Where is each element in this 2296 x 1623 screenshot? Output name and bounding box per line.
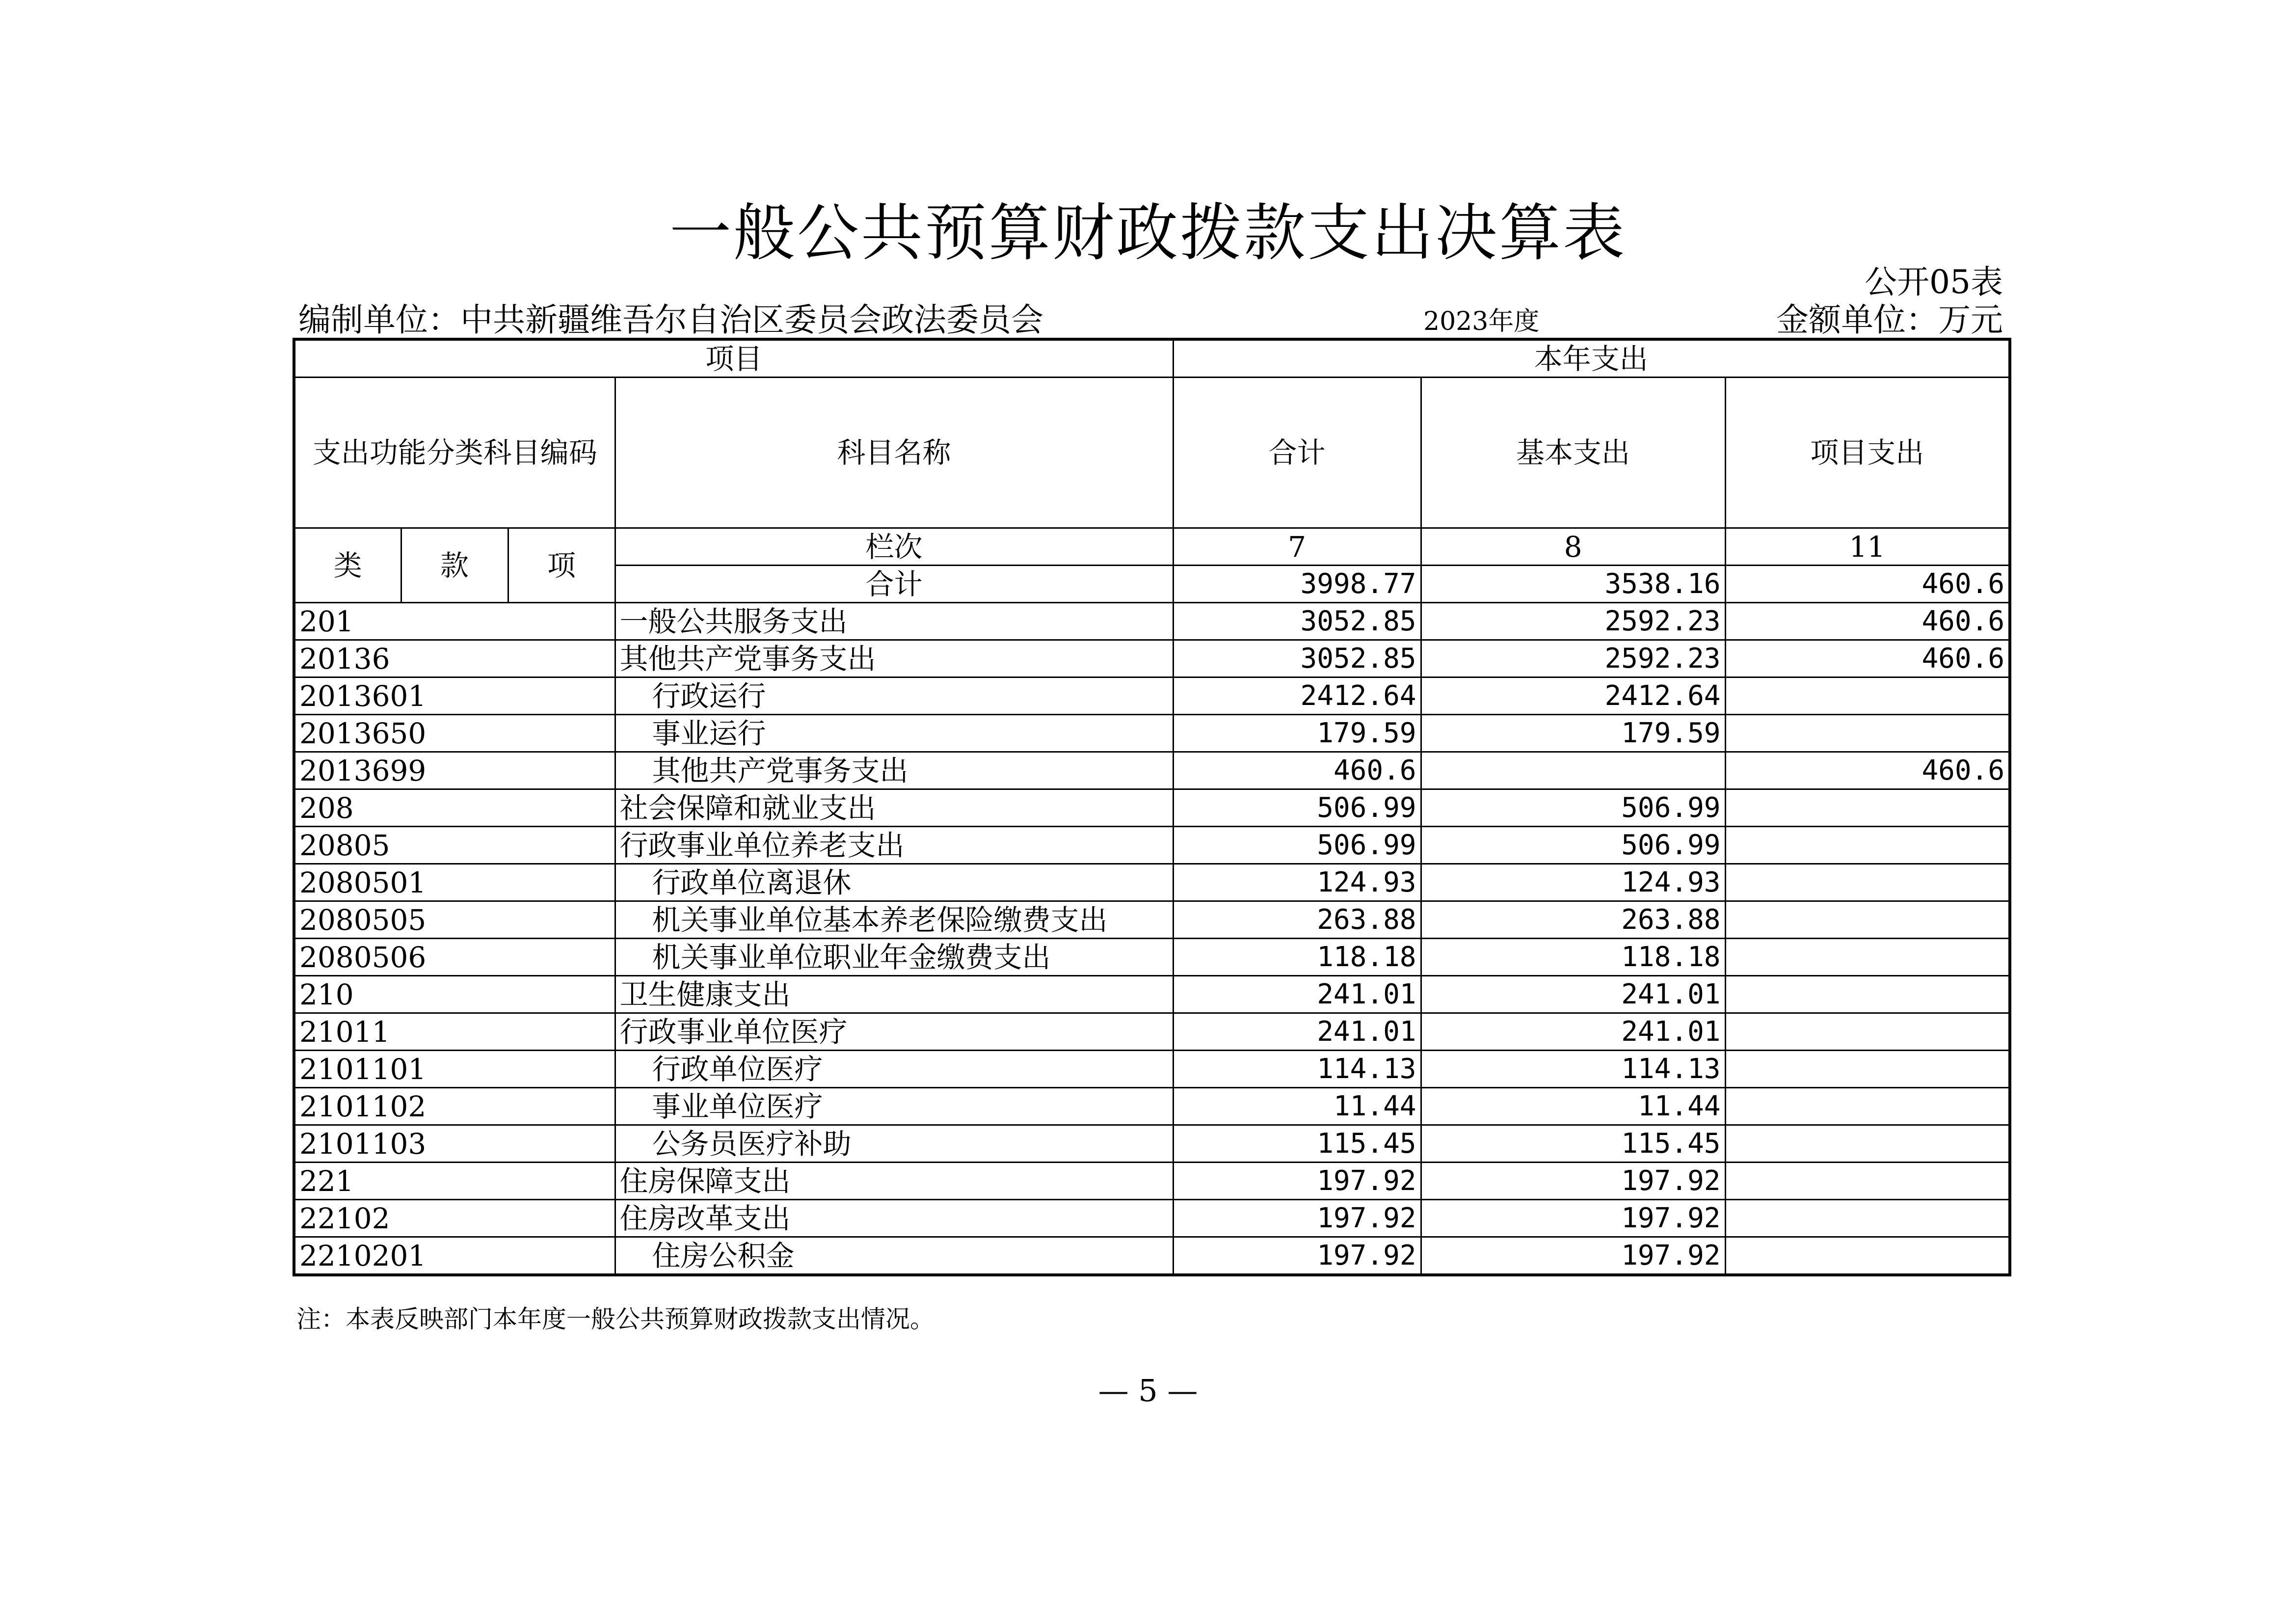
row-project: [1725, 1088, 2010, 1125]
row-total: 114.13: [1173, 1051, 1421, 1088]
row-subject-name: 行政事业单位养老支出: [615, 827, 1173, 864]
header-col8: 8: [1421, 528, 1725, 566]
row-project: [1725, 1125, 2010, 1163]
table-row: [294, 789, 2010, 827]
row-code: 201: [294, 603, 615, 640]
row-subject-name: 机关事业单位基本养老保险缴费支出: [615, 901, 1173, 939]
row-project: [1725, 1200, 2010, 1237]
row-subject-name: 住房改革支出: [615, 1200, 1173, 1237]
table-row: [294, 939, 2010, 976]
table-row: [294, 901, 2010, 939]
row-subject-name: 机关事业单位职业年金缴费支出: [615, 939, 1173, 976]
header-subject-name: 科目名称: [615, 378, 1173, 528]
table-row: [294, 1088, 2010, 1125]
total-amount: 3998.77: [1173, 566, 1421, 603]
table-row: [294, 1051, 2010, 1088]
header-func-code: 支出功能分类科目编码: [294, 378, 615, 528]
row-project: [1725, 939, 2010, 976]
row-subject-name: 行政事业单位医疗: [615, 1013, 1173, 1051]
row-total: 197.92: [1173, 1163, 1421, 1200]
row-total: 115.45: [1173, 1125, 1421, 1163]
row-code: 2080505: [294, 901, 615, 939]
row-subject-name: 事业运行: [615, 715, 1173, 752]
row-basic: 115.45: [1421, 1125, 1725, 1163]
table-note: 注：本表反映部门本年度一般公共预算财政拨款支出情况。: [296, 1305, 934, 1333]
row-total: 3052.85: [1173, 640, 1421, 677]
row-basic: 241.01: [1421, 976, 1725, 1013]
row-project: [1725, 1013, 2010, 1051]
row-subject-name: 其他共产党事务支出: [615, 752, 1173, 789]
page-title: 一般公共预算财政拨款支出决算表: [669, 197, 1627, 269]
row-code: 21011: [294, 1013, 615, 1051]
row-subject-name: 行政运行: [615, 677, 1173, 715]
row-total: 2412.64: [1173, 677, 1421, 715]
row-code: 210: [294, 976, 615, 1013]
table-row: [294, 1013, 2010, 1051]
row-subject-name: 其他共产党事务支出: [615, 640, 1173, 677]
row-basic: 506.99: [1421, 789, 1725, 827]
header-col7: 7: [1173, 528, 1421, 566]
row-code: 22102: [294, 1200, 615, 1237]
row-total: 179.59: [1173, 715, 1421, 752]
header-basic: 基本支出: [1421, 378, 1725, 528]
header-col11: 11: [1725, 528, 2010, 566]
header-row-1: [294, 339, 2010, 378]
row-project: 460.6: [1725, 640, 2010, 677]
row-basic: 11.44: [1421, 1088, 1725, 1125]
row-basic: [1421, 752, 1725, 789]
row-subject-name: 事业单位医疗: [615, 1088, 1173, 1125]
row-total: 241.01: [1173, 976, 1421, 1013]
header-row-3: [294, 528, 2010, 566]
table-row: [294, 864, 2010, 901]
row-project: [1725, 715, 2010, 752]
row-total: 506.99: [1173, 827, 1421, 864]
table-row: [294, 603, 2010, 640]
header-project: 项目支出: [1725, 378, 2010, 528]
row-basic: 2592.23: [1421, 603, 1725, 640]
row-total: 124.93: [1173, 864, 1421, 901]
amount-unit: 金额单位：万元: [1776, 301, 2003, 339]
header-kuan: 款: [401, 528, 508, 603]
row-code: 2101103: [294, 1125, 615, 1163]
table-row: [294, 715, 2010, 752]
header-total: 合计: [1173, 378, 1421, 528]
row-basic: 114.13: [1421, 1051, 1725, 1088]
fiscal-year: 2023年度: [1423, 307, 1540, 336]
table-row: [294, 1163, 2010, 1200]
row-basic: 118.18: [1421, 939, 1725, 976]
row-code: 2080501: [294, 864, 615, 901]
table-row: [294, 1200, 2010, 1237]
page-number: — 5 —: [1098, 1373, 1198, 1408]
total-project: 460.6: [1725, 566, 2010, 603]
row-code: 20136: [294, 640, 615, 677]
header-lei: 类: [294, 528, 401, 603]
row-total: 3052.85: [1173, 603, 1421, 640]
table-row: [294, 976, 2010, 1013]
table-row: [294, 640, 2010, 677]
row-total: 197.92: [1173, 1237, 1421, 1275]
row-project: [1725, 901, 2010, 939]
row-subject-name: 社会保障和就业支出: [615, 789, 1173, 827]
row-total: 263.88: [1173, 901, 1421, 939]
row-code: 2013601: [294, 677, 615, 715]
row-basic: 2412.64: [1421, 677, 1725, 715]
row-project: 460.6: [1725, 603, 2010, 640]
header-lanci: 栏次: [615, 528, 1173, 566]
expenditure-table: [293, 338, 2011, 1276]
row-basic: 197.92: [1421, 1200, 1725, 1237]
total-label: 合计: [615, 566, 1173, 603]
row-basic: 197.92: [1421, 1163, 1725, 1200]
table-row: [294, 752, 2010, 789]
form-number: 公开05表: [1865, 263, 2003, 301]
row-total: 197.92: [1173, 1200, 1421, 1237]
header-current-year-expense: 本年支出: [1173, 339, 2010, 378]
row-basic: 2592.23: [1421, 640, 1725, 677]
row-code: 2101101: [294, 1051, 615, 1088]
row-total: 460.6: [1173, 752, 1421, 789]
row-code: 221: [294, 1163, 615, 1200]
row-code: 2101102: [294, 1088, 615, 1125]
row-project: [1725, 976, 2010, 1013]
table-row: [294, 677, 2010, 715]
compiling-unit: 编制单位：中共新疆维吾尔自治区委员会政法委员会: [298, 301, 1043, 339]
row-basic: 179.59: [1421, 715, 1725, 752]
row-project: [1725, 1163, 2010, 1200]
row-project: 460.6: [1725, 752, 2010, 789]
header-row-2: [294, 378, 2010, 528]
row-project: [1725, 1237, 2010, 1275]
row-basic: 241.01: [1421, 1013, 1725, 1051]
row-code: 2013699: [294, 752, 615, 789]
row-code: 2210201: [294, 1237, 615, 1275]
row-code: 20805: [294, 827, 615, 864]
row-subject-name: 一般公共服务支出: [615, 603, 1173, 640]
row-code: 2080506: [294, 939, 615, 976]
row-project: [1725, 864, 2010, 901]
row-project: [1725, 789, 2010, 827]
total-basic: 3538.16: [1421, 566, 1725, 603]
row-project: [1725, 677, 2010, 715]
header-item: 项目: [294, 339, 1173, 378]
row-basic: 506.99: [1421, 827, 1725, 864]
row-subject-name: 住房公积金: [615, 1237, 1173, 1275]
header-xiang: 项: [508, 528, 615, 603]
row-subject-name: 公务员医疗补助: [615, 1125, 1173, 1163]
row-total: 241.01: [1173, 1013, 1421, 1051]
row-total: 118.18: [1173, 939, 1421, 976]
row-basic: 263.88: [1421, 901, 1725, 939]
row-project: [1725, 827, 2010, 864]
row-subject-name: 行政单位医疗: [615, 1051, 1173, 1088]
row-subject-name: 住房保障支出: [615, 1163, 1173, 1200]
row-basic: 197.92: [1421, 1237, 1725, 1275]
row-total: 506.99: [1173, 789, 1421, 827]
table-row: [294, 1125, 2010, 1163]
row-code: 2013650: [294, 715, 615, 752]
row-subject-name: 卫生健康支出: [615, 976, 1173, 1013]
row-total: 11.44: [1173, 1088, 1421, 1125]
row-basic: 124.93: [1421, 864, 1725, 901]
row-project: [1725, 1051, 2010, 1088]
table-row: [294, 827, 2010, 864]
table-row: [294, 1237, 2010, 1275]
row-code: 208: [294, 789, 615, 827]
row-subject-name: 行政单位离退休: [615, 864, 1173, 901]
